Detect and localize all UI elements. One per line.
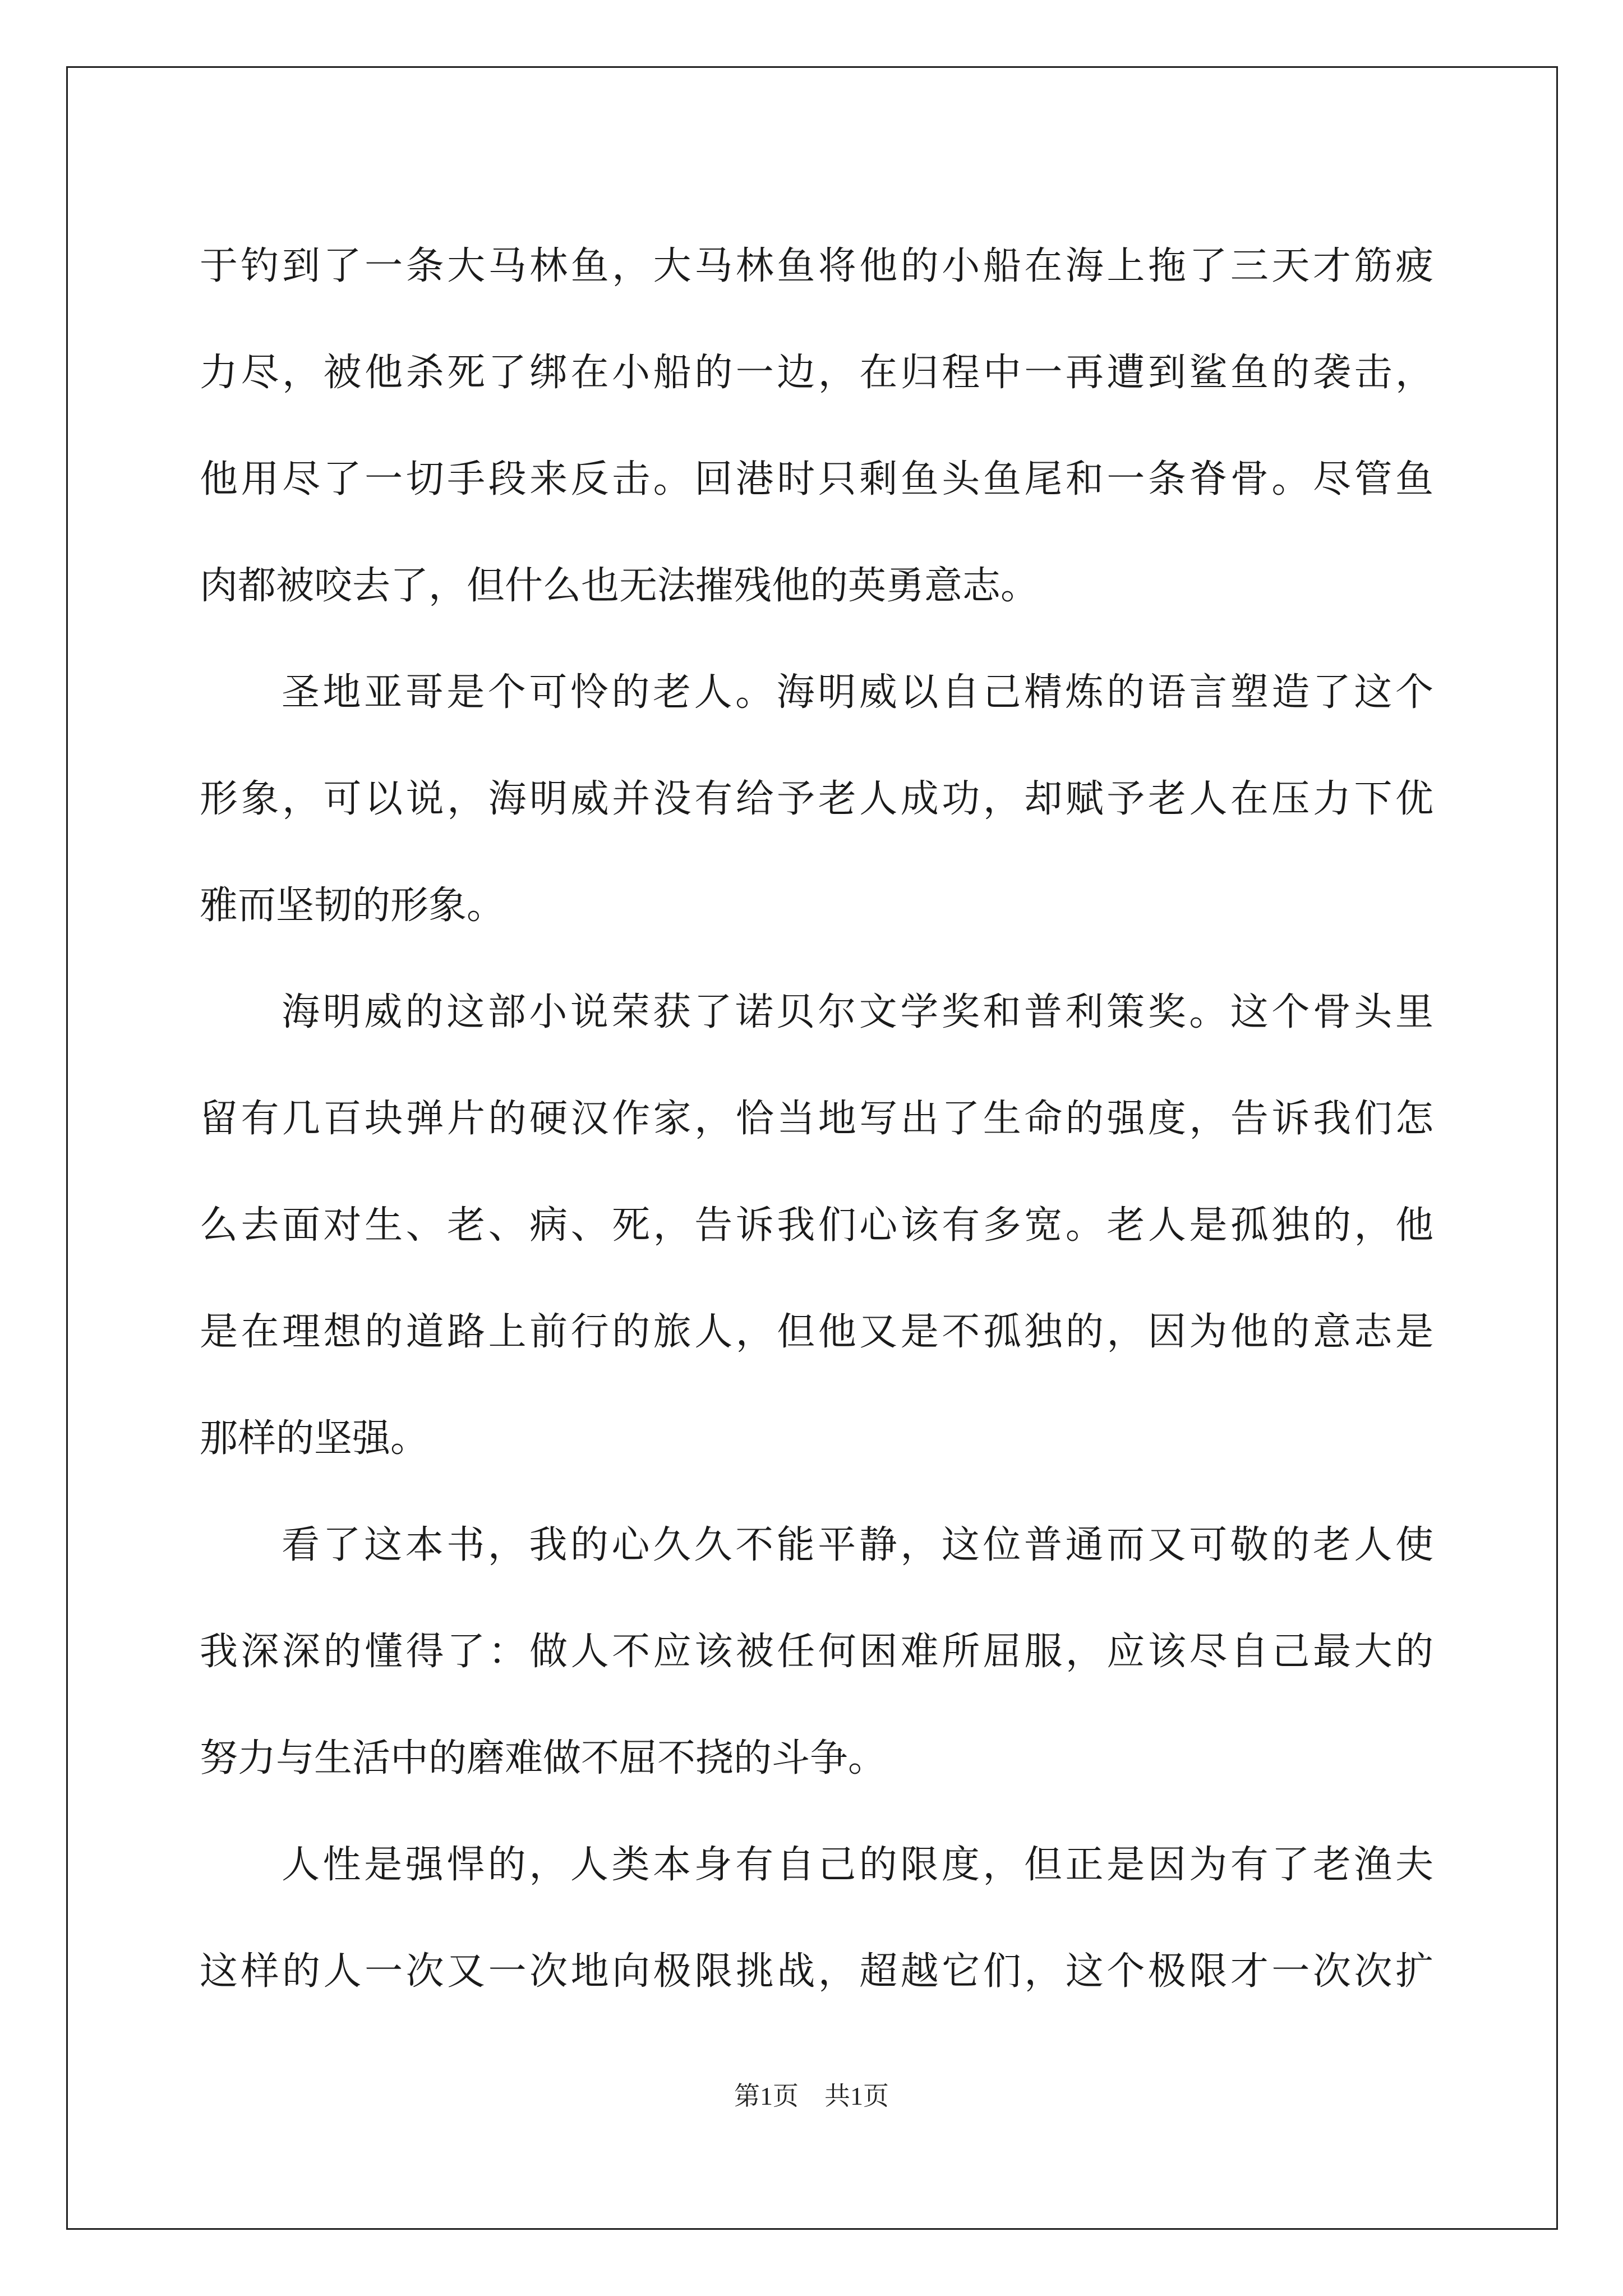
text-line: 肉都被咬去了，但什么也无法摧残他的英勇意志。 [200, 564, 1039, 608]
text-line: 形象，可以说，海明威并没有给予老人成功，却赋予老人在压力下优 [200, 777, 1433, 821]
text-line: 人性是强悍的，人类本身有自己的限度，但正是因为有了老渔夫 [282, 1843, 1433, 1887]
text-line: 努力与生活中的磨难做不屈不挠的斗争。 [200, 1736, 887, 1780]
page-footer [0, 2076, 1623, 2113]
text-line: 海明威的这部小说荣获了诺贝尔文学奖和普利策奖。这个骨头里 [282, 990, 1433, 1034]
text-line: 那样的坚强。 [200, 1416, 429, 1461]
document-body [200, 213, 1433, 2025]
page-number: 第1页 [734, 2082, 799, 2110]
text-line: 是在理想的道路上前行的旅人，但他又是不孤独的，因为他的意志是 [200, 1310, 1433, 1354]
text-line: 么去面对生、老、病、死，告诉我们心该有多宽。老人是孤独的，他 [200, 1203, 1433, 1248]
text-line: 于钓到了一条大马林鱼，大马林鱼将他的小船在海上拖了三天才筋疲 [200, 244, 1433, 288]
page-total: 共1页 [824, 2082, 889, 2110]
text-line: 圣地亚哥是个可怜的老人。海明威以自己精炼的语言塑造了这个 [282, 670, 1433, 715]
text-line: 这样的人一次又一次地向极限挑战，超越它们，这个极限才一次次扩 [200, 1949, 1433, 1994]
text-line: 力尽，被他杀死了绑在小船的一边，在归程中一再遭到鲨鱼的袭击， [200, 351, 1433, 395]
text-line: 我深深的懂得了：做人不应该被任何困难所屈服，应该尽自己最大的 [200, 1630, 1433, 1674]
text-line: 雅而坚韧的形象。 [200, 884, 505, 928]
text-line: 留有几百块弹片的硬汉作家，恰当地写出了生命的强度，告诉我们怎 [200, 1097, 1433, 1141]
text-line: 他用尽了一切手段来反击。回港时只剩鱼头鱼尾和一条脊骨。尽管鱼 [200, 457, 1433, 501]
text-line: 看了这本书，我的心久久不能平静，这位普通而又可敬的老人使 [282, 1523, 1433, 1567]
